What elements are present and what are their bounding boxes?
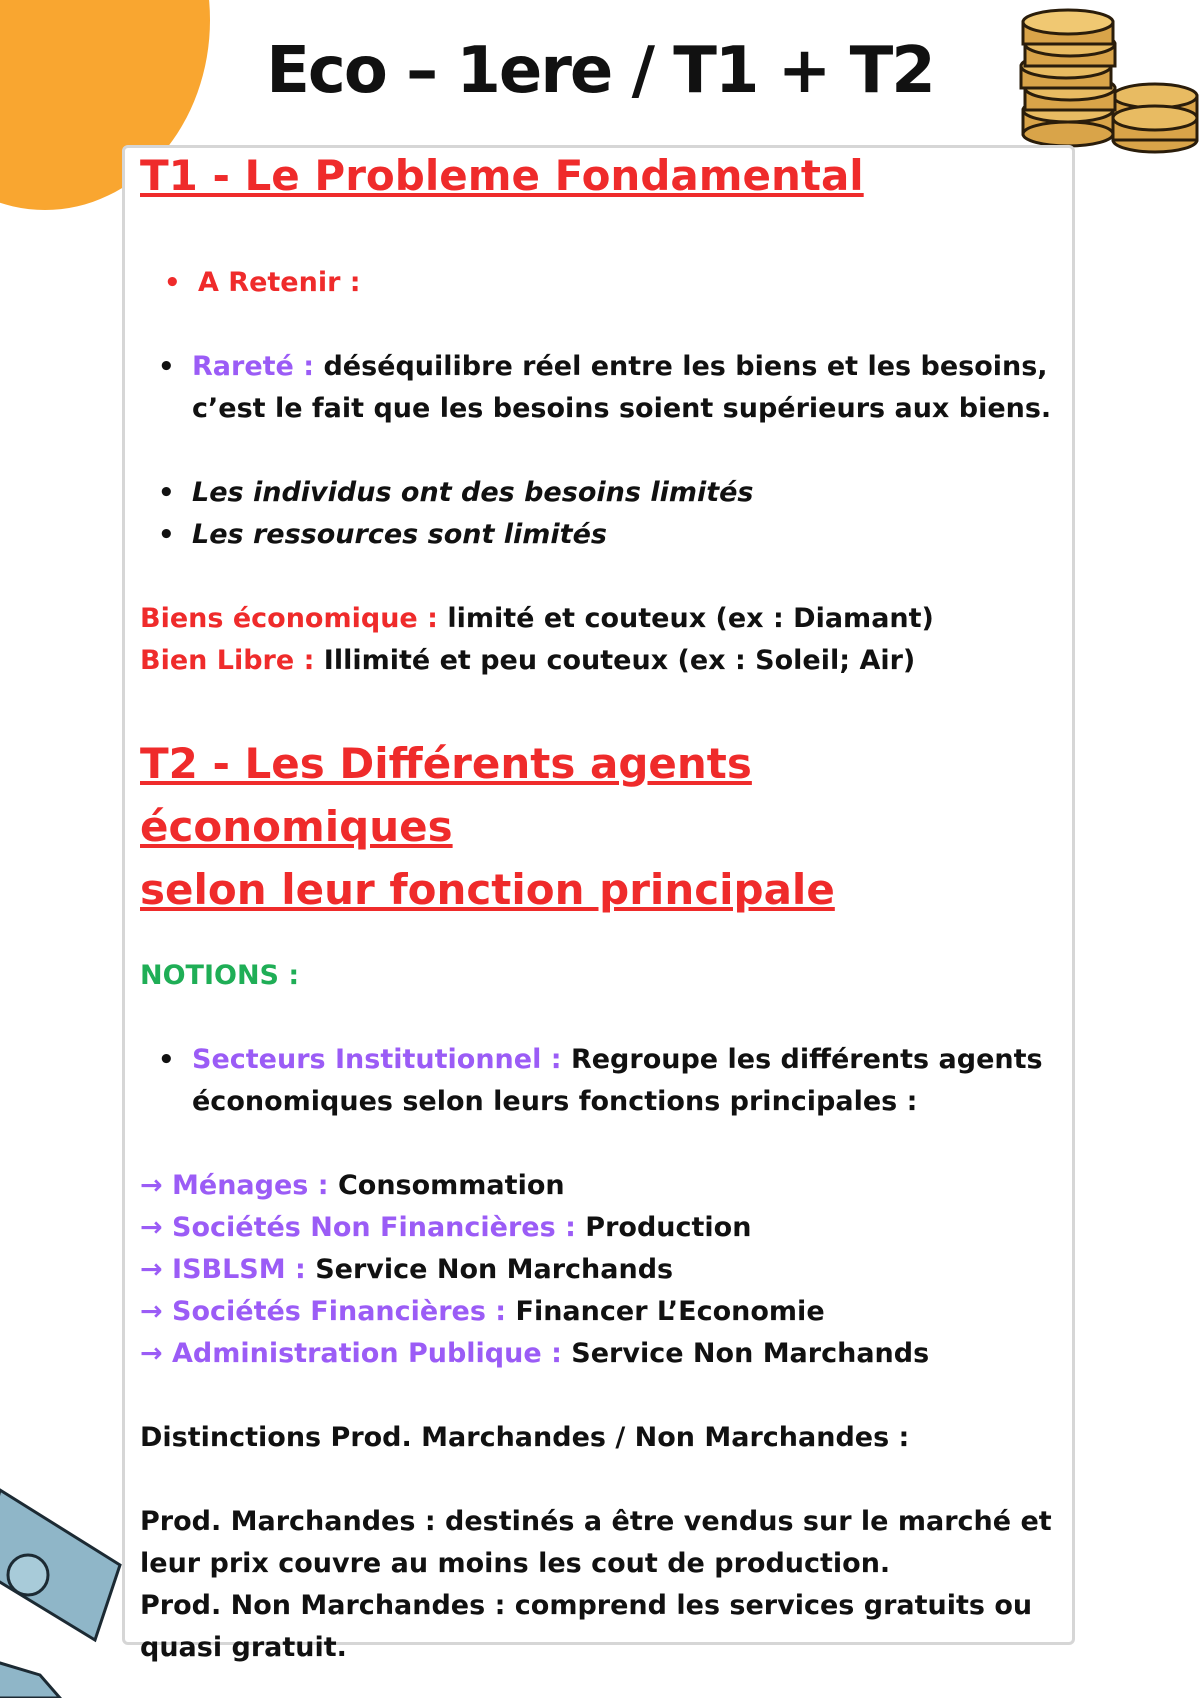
secteurs-def-1: Regroupe les différents agents	[561, 1044, 1043, 1075]
biens-economique-line	[140, 598, 1070, 640]
agent-label: → Administration Publique :	[140, 1338, 562, 1369]
prod-non-marchandes-line-1: Prod. Non Marchandes : comprend les services gratuits ou	[140, 1590, 1033, 1621]
page-title: Eco – 1ere / T1 + T2	[266, 34, 934, 108]
prod-marchandes-line-1: Prod. Marchandes : destinés a être vendus sur le marché et	[140, 1506, 1052, 1537]
agent-row	[140, 1165, 1070, 1207]
bien-libre-def: Illimité et peu couteux (ex : Soleil; Air)	[314, 645, 916, 676]
secteurs-term: Secteurs Institutionnel :	[192, 1044, 562, 1075]
agent-row	[140, 1249, 1070, 1291]
agent-label: → Sociétés Non Financières :	[140, 1212, 576, 1243]
italic-bullet-1: • Les individus ont des besoins limités	[140, 472, 1070, 514]
agent-row	[140, 1333, 1070, 1375]
biens-eco-term: Biens économique :	[140, 603, 438, 634]
t1-heading: T1 - Le Probleme Fondamental	[140, 151, 864, 200]
retenir-label: • A Retenir :	[140, 262, 1070, 304]
rarete-def-1: déséquilibre réel entre les biens et les besoins,	[314, 351, 1048, 382]
bien-libre-line	[140, 640, 1070, 682]
rarete-def-2: c’est le fait que les besoins soient supérieurs aux biens.	[192, 393, 1052, 424]
agent-value: Consommation	[328, 1170, 565, 1201]
notions-label: NOTIONS :	[140, 960, 300, 991]
agent-value: Production	[575, 1212, 752, 1243]
distinctions-heading: Distinctions Prod. Marchandes / Non Marchandes :	[140, 1422, 910, 1453]
secteurs-item	[140, 1039, 1070, 1123]
agent-row	[140, 1291, 1070, 1333]
prod-non-marchandes-line-2: quasi gratuit.	[140, 1632, 347, 1663]
rarete-item	[140, 346, 1070, 430]
agent-value: Service Non Marchands	[561, 1338, 930, 1369]
t2-heading-line-1: T2 - Les Différents agents économiques	[140, 739, 752, 851]
rarete-term: Rareté :	[192, 351, 315, 382]
agent-label: → Ménages :	[140, 1170, 329, 1201]
biens-eco-def: limité et couteux (ex : Diamant)	[437, 603, 934, 634]
agent-label: → ISBLSM :	[140, 1254, 306, 1285]
secteurs-def-2: économiques selon leurs fonctions principales :	[192, 1086, 918, 1117]
italic-bullet-2: • Les ressources sont limités	[140, 514, 1070, 556]
prod-marchandes-line-2: leur prix couvre au moins les cout de production.	[140, 1548, 891, 1579]
bien-libre-term: Bien Libre :	[140, 645, 315, 676]
agent-value: Financer L’Economie	[506, 1296, 825, 1327]
agent-row	[140, 1207, 1070, 1249]
coin-stack-icon	[995, 0, 1200, 160]
t2-heading-line-2: selon leur fonction principale	[140, 865, 835, 914]
agent-label: → Sociétés Financières :	[140, 1296, 507, 1327]
agent-value: Service Non Marchands	[305, 1254, 674, 1285]
content-area	[140, 150, 1070, 1669]
